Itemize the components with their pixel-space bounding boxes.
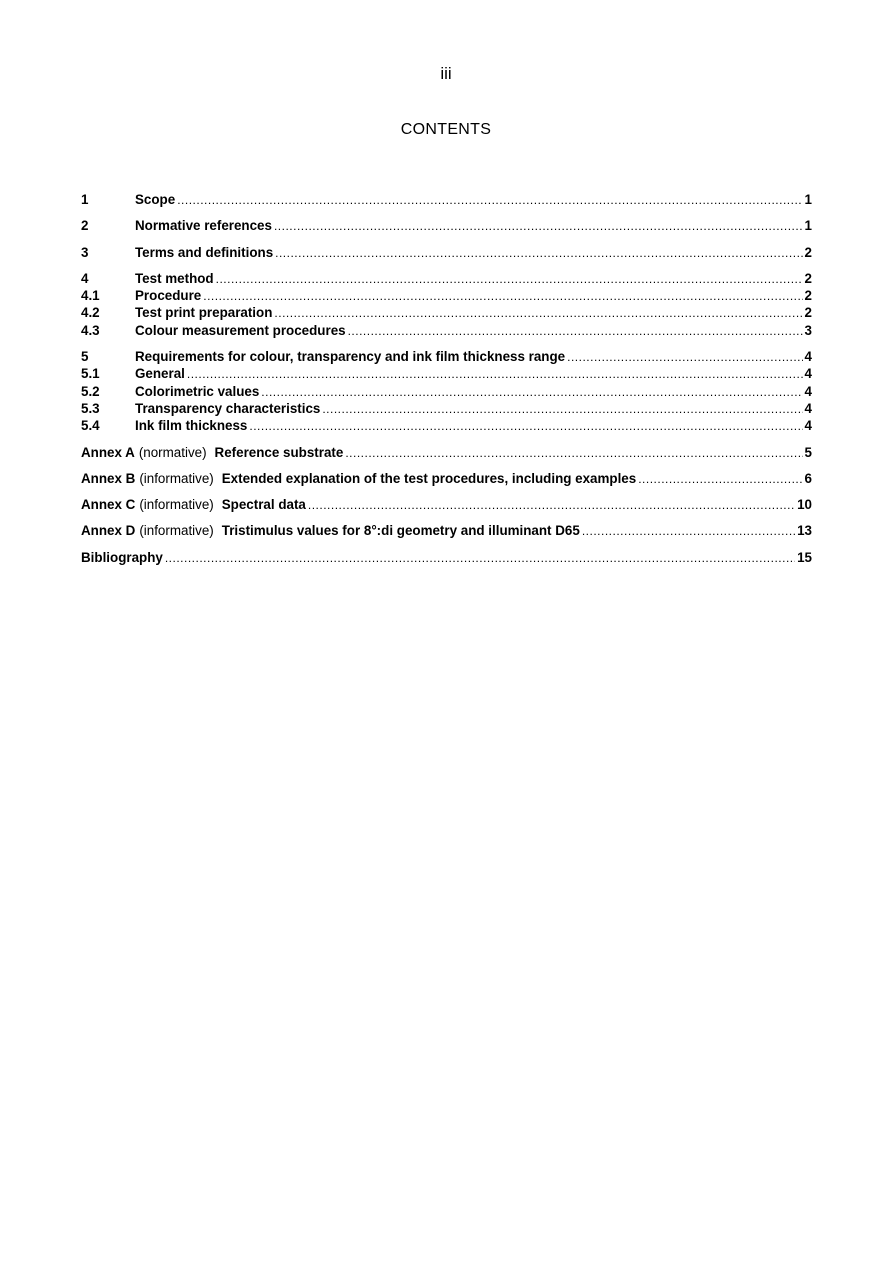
toc-title: Test print preparation <box>135 305 273 321</box>
toc-annex-a[interactable] <box>81 445 812 462</box>
toc-page: 2 <box>804 244 812 260</box>
toc-title: Colorimetric values <box>135 383 260 399</box>
toc-entry-4[interactable] <box>81 271 812 288</box>
toc-entry-1[interactable] <box>81 192 812 209</box>
toc-number: 4.2 <box>81 305 100 321</box>
annex-title: Extended explanation of the test procedures, including examples <box>221 470 637 486</box>
toc-title: Normative references <box>135 218 272 234</box>
toc-number: 1 <box>81 192 89 207</box>
toc-number: 5.2 <box>81 383 100 399</box>
toc-entry-5-3[interactable] <box>81 401 812 418</box>
dot-leader <box>165 551 795 565</box>
dot-leader <box>275 246 802 260</box>
toc-page: 5 <box>804 444 812 460</box>
annex-type: (informative) <box>139 497 214 513</box>
page-number: iii <box>440 64 452 83</box>
dot-leader <box>582 524 795 538</box>
toc-entry-4-1[interactable] <box>81 288 812 305</box>
annex-title: Reference substrate <box>214 444 344 460</box>
dot-leader <box>261 385 802 399</box>
toc-page: 1 <box>804 192 812 207</box>
toc-number: 5.4 <box>81 418 100 434</box>
toc-title: Requirements for colour, transparency and ink film thickness range <box>135 349 566 365</box>
toc-page: 13 <box>797 523 812 539</box>
toc-entry-2[interactable] <box>81 218 812 235</box>
toc-entry-5-4[interactable] <box>81 418 812 435</box>
toc-page: 1 <box>804 218 812 234</box>
toc-page: 2 <box>804 305 812 321</box>
toc-entry-5-1[interactable] <box>81 366 812 383</box>
toc-page: 4 <box>804 349 812 365</box>
dot-leader <box>187 367 803 381</box>
dot-leader <box>274 219 803 233</box>
toc-number: 4.1 <box>81 288 100 304</box>
toc-entry-4-2[interactable] <box>81 305 812 322</box>
annex-name: Annex C <box>81 497 136 513</box>
toc-number: 4.3 <box>81 322 100 338</box>
toc-entry-5-2[interactable] <box>81 384 812 401</box>
toc-title: Bibliography <box>81 549 163 565</box>
toc-number: 4 <box>81 270 89 286</box>
toc-page: 2 <box>804 288 812 304</box>
toc-title: General <box>135 366 185 382</box>
toc-title: Transparency characteristics <box>135 400 321 416</box>
dot-leader <box>274 306 802 320</box>
annex-title: Spectral data <box>221 497 306 513</box>
toc-entry-3[interactable] <box>81 245 812 262</box>
toc-title: Procedure <box>135 288 202 304</box>
toc-bibliography[interactable] <box>81 550 812 567</box>
table-of-contents <box>81 192 812 567</box>
annex-name: Annex B <box>81 470 136 486</box>
contents-heading: CONTENTS <box>400 121 492 138</box>
toc-page: 4 <box>804 366 812 382</box>
dot-leader <box>345 446 802 460</box>
toc-title: Test method <box>135 270 214 286</box>
annex-name: Annex D <box>81 523 136 539</box>
toc-number: 5.1 <box>81 366 100 382</box>
annex-title: Tristimulus values for 8°:di geometry and illuminant D65 <box>221 523 580 539</box>
dot-leader <box>308 498 795 512</box>
dot-leader <box>348 324 803 338</box>
toc-number: 5.3 <box>81 400 100 416</box>
dot-leader <box>177 193 802 207</box>
toc-entry-5[interactable] <box>81 349 812 366</box>
toc-page: 10 <box>797 497 812 513</box>
toc-page: 4 <box>804 418 812 434</box>
dot-leader <box>203 289 802 303</box>
toc-number: 2 <box>81 218 89 234</box>
toc-number: 5 <box>81 349 89 365</box>
toc-annex-d[interactable] <box>81 523 812 540</box>
dot-leader <box>638 472 802 486</box>
annex-type: (informative) <box>139 523 214 539</box>
toc-number: 3 <box>81 244 89 260</box>
toc-title: Terms and definitions <box>135 244 274 260</box>
dot-leader <box>322 402 802 416</box>
toc-page: 2 <box>804 270 812 286</box>
toc-annex-c[interactable] <box>81 497 812 514</box>
annex-type: (informative) <box>139 470 214 486</box>
toc-entry-4-3[interactable] <box>81 323 812 340</box>
toc-page: 6 <box>804 470 812 486</box>
toc-title: Scope <box>135 192 176 207</box>
annex-name: Annex A <box>81 444 135 460</box>
dot-leader <box>567 350 802 364</box>
toc-title: Colour measurement procedures <box>135 322 346 338</box>
toc-page: 15 <box>797 549 812 565</box>
dot-leader <box>249 419 802 433</box>
toc-page: 4 <box>804 400 812 416</box>
toc-title: Ink film thickness <box>135 418 248 434</box>
toc-page: 3 <box>804 322 812 338</box>
toc-page: 4 <box>804 383 812 399</box>
toc-annex-b[interactable] <box>81 471 812 488</box>
annex-type: (normative) <box>138 444 207 460</box>
dot-leader <box>216 272 803 286</box>
